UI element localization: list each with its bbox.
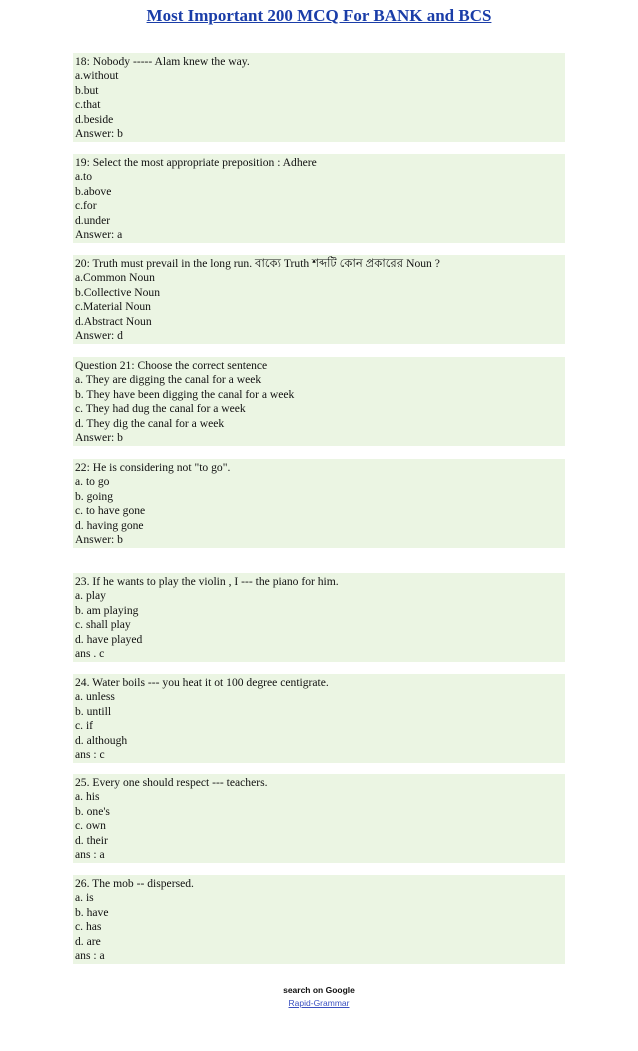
option-text: b. am playing — [75, 603, 139, 617]
question-block — [73, 774, 565, 863]
answer-text: Answer: d — [75, 329, 123, 343]
option-text: d.under — [75, 213, 111, 227]
option-text: c. has — [75, 920, 102, 934]
option-text: d.beside — [75, 112, 114, 126]
option-text: d.Abstract Noun — [75, 314, 152, 328]
question-text: 26. The mob -- dispersed. — [75, 877, 194, 890]
option-text: a.Common Noun — [75, 271, 155, 285]
answer-text: Answer: a — [75, 228, 123, 242]
option-text: a. unless — [75, 690, 115, 704]
question-text: 19: Select the most appropriate preposition : Adhere — [75, 156, 317, 169]
option-text: a.without — [75, 69, 119, 83]
answer-text: ans : a — [75, 949, 105, 963]
option-text: d. They dig the canal for a week — [75, 416, 225, 430]
question-text: 22: He is considering not "to go". — [75, 461, 231, 474]
option-text: b. They have been digging the canal for a week — [75, 387, 295, 401]
question-text: 18: Nobody ----- Alam knew the way. — [75, 55, 250, 68]
option-text: c. own — [75, 819, 106, 833]
question-text: 25. Every one should respect --- teachers. — [75, 776, 268, 789]
option-text: c. They had dug the canal for a week — [75, 402, 246, 416]
option-text: c. shall play — [75, 618, 131, 632]
option-text: c. if — [75, 719, 94, 733]
option-text: b.Collective Noun — [75, 285, 161, 299]
answer-text: ans : a — [75, 848, 105, 862]
question-block — [73, 459, 565, 548]
question-block — [73, 255, 565, 344]
option-text: d. their — [75, 833, 108, 847]
question-block — [73, 154, 565, 243]
option-text: a. is — [75, 891, 94, 905]
question-text: 24. Water boils --- you heat it ot 100 degree centigrate. — [75, 676, 329, 689]
answer-text: Answer: b — [75, 533, 123, 547]
option-text: c.for — [75, 199, 97, 213]
question-block — [73, 875, 565, 964]
answer-text: ans . c — [75, 647, 105, 661]
option-text: c.Material Noun — [75, 300, 151, 314]
question-block — [73, 674, 565, 763]
question-text: 23. If he wants to play the violin , I --- the piano for him. — [75, 575, 339, 588]
option-text: b.but — [75, 83, 99, 97]
option-text: b. have — [75, 905, 109, 919]
option-text: d. although — [75, 733, 128, 747]
option-text: a. to go — [75, 475, 110, 489]
option-text: a. They are digging the canal for a week — [75, 373, 262, 387]
question-block — [73, 357, 565, 446]
option-text: a. play — [75, 589, 106, 603]
option-text: d. have played — [75, 632, 143, 646]
answer-text: ans : c — [75, 748, 105, 762]
answer-text: Answer: b — [75, 431, 123, 445]
option-text: c. to have gone — [75, 504, 146, 518]
option-text: c.that — [75, 98, 101, 112]
footer-link[interactable]: Rapid-Grammar — [288, 998, 350, 1008]
option-text: b. one's — [75, 804, 110, 818]
question-block — [73, 573, 565, 662]
page-title: Most Important 200 MCQ For BANK and BCS — [146, 6, 492, 25]
question-text: 20: Truth must prevail in the long run. বাক্যে Truth শব্দটি কোন প্রকারের Noun ? — [75, 257, 440, 270]
option-text: b. untill — [75, 704, 112, 718]
footer-search-text: search on Google — [283, 985, 355, 995]
option-text: d. having gone — [75, 518, 144, 532]
option-text: b.above — [75, 184, 112, 198]
option-text: a.to — [75, 170, 93, 184]
option-text: a. his — [75, 790, 100, 804]
question-text: Question 21: Choose the correct sentence — [75, 359, 268, 372]
question-block — [73, 53, 565, 142]
option-text: d. are — [75, 934, 101, 948]
option-text: b. going — [75, 489, 114, 503]
answer-text: Answer: b — [75, 127, 123, 141]
